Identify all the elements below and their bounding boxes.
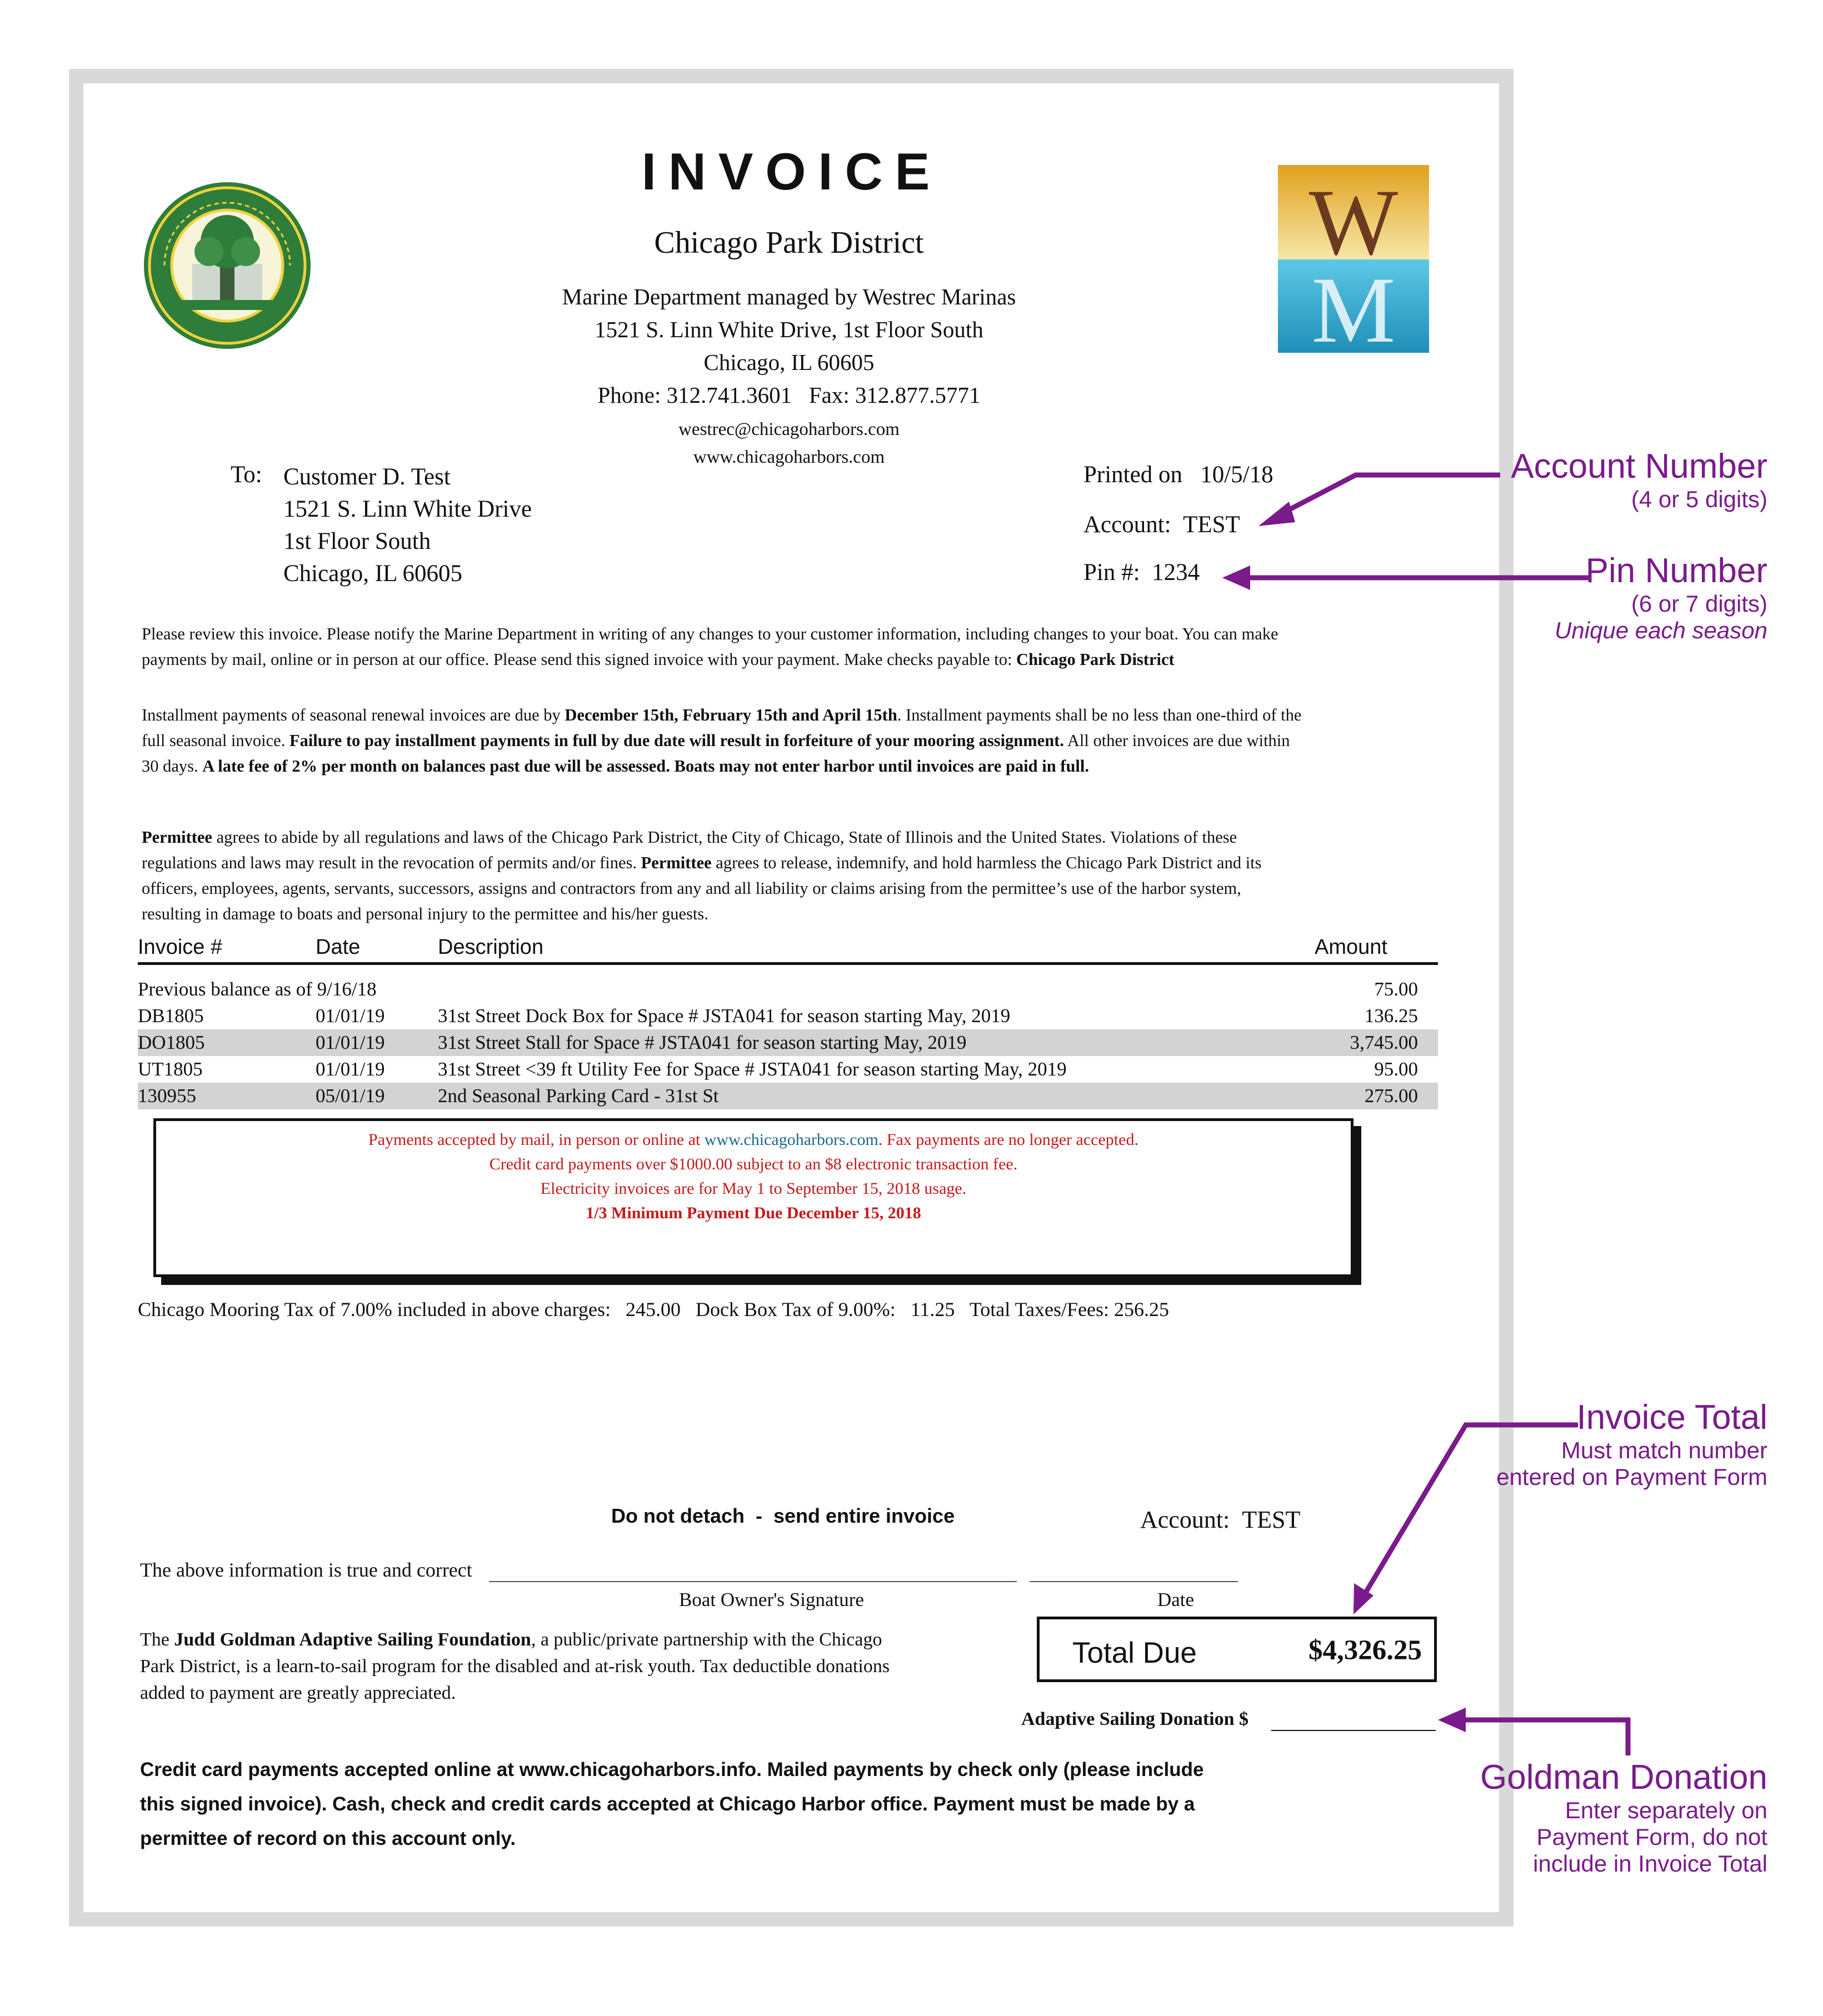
cell-amount: 95.00 xyxy=(1374,1058,1418,1080)
late-fee-warning: A late fee of 2% per month on balances past due will be assessed. Boats may not enter harbor until invoices are paid in full. xyxy=(202,757,1089,776)
installment-paragraph xyxy=(142,702,1303,779)
cell-description: 31st Street <39 ft Utility Fee for Space # JSTA041 for season starting May, 2019 xyxy=(438,1058,1067,1080)
svg-text:W: W xyxy=(1308,170,1399,274)
annotation-account xyxy=(1511,447,1767,513)
installment-text: All other invoices are due within 30 days. xyxy=(142,731,1290,776)
annotation-title: Account Number xyxy=(1511,447,1767,486)
recipient-floor: 1st Floor South xyxy=(283,528,431,554)
cell-amount: 136.25 xyxy=(1364,1005,1418,1027)
annotation-title: Invoice Total xyxy=(1576,1398,1767,1437)
donation-line[interactable] xyxy=(1271,1730,1436,1731)
cell-invoice: Previous balance as of 9/16/18 xyxy=(138,978,377,1000)
table-row xyxy=(138,1083,1438,1109)
account-label: Account: xyxy=(1083,512,1171,538)
total-due-label: Total Due xyxy=(1072,1637,1197,1669)
notice-line xyxy=(156,1128,1351,1152)
pin-label: Pin #: xyxy=(1083,559,1140,586)
pin-value: 1234 xyxy=(1152,559,1200,586)
email-link[interactable]: westrec@chicagoharbors.com xyxy=(678,419,900,439)
cell-amount: 3,745.00 xyxy=(1350,1032,1418,1053)
tax-summary: Chicago Mooring Tax of 7.00% included in above charges: 245.00 Dock Box Tax of 9.00%: 11.25 Total Taxes/Fees: 256.25 xyxy=(138,1298,1169,1320)
header-date: Date xyxy=(316,936,361,959)
printed-label: Printed on xyxy=(1083,462,1182,488)
goldman-text: The xyxy=(140,1629,174,1650)
cell-description: 31st Street Dock Box for Space # JSTA041 for season starting May, 2019 xyxy=(438,1005,1011,1027)
cell-amount: 275.00 xyxy=(1364,1085,1418,1107)
printed-value: 10/5/18 xyxy=(1200,462,1273,488)
installment-text: Installment payments of seasonal renewal invoices are due by xyxy=(142,706,565,724)
annotation-title: Goldman Donation xyxy=(1480,1758,1767,1797)
cell-invoice: 130955 xyxy=(138,1085,196,1107)
cell-description: 31st Street Stall for Space # JSTA041 for season starting May, 2019 xyxy=(438,1032,967,1053)
pin-number xyxy=(1083,559,1200,586)
annotation-sub: (4 or 5 digits) xyxy=(1631,486,1767,512)
account-value: TEST xyxy=(1242,1506,1301,1533)
permittee-text: agrees to release, indemnify, and hold harmless the Chicago Park District and its officers, employees, agents, servants, successors, assigns and contractors from any and all liability or claims arising from the permittee’s use of the harbor system, resulting in damage to boats and personal injury to the permittee and his/her guests. xyxy=(142,853,1262,923)
invoice-title: INVOICE xyxy=(641,142,942,201)
payee-name: Chicago Park District xyxy=(1016,650,1175,669)
goldman-text: , a public/private partnership with the Chicago Park District, is a learn-to-sail program for the disabled and at-risk youth. Tax deductible donations added to payment are greatly appreciated. xyxy=(140,1629,890,1703)
detach-notice: Do not detach - send entire invoice xyxy=(611,1504,955,1527)
annotation-sub: entered on Payment Form xyxy=(1496,1464,1767,1490)
donation-label: Adaptive Sailing Donation $ xyxy=(1021,1709,1249,1729)
cell-date: 01/01/19 xyxy=(316,1032,385,1053)
annotation-sub: include in Invoice Total xyxy=(1533,1850,1767,1877)
cell-date: 05/01/19 xyxy=(316,1085,385,1107)
phone-fax-line: Phone: 312.741.3601 Fax: 312.877.5771 xyxy=(597,382,981,408)
recipient-address xyxy=(283,461,532,590)
footer-account xyxy=(1140,1505,1300,1534)
header-invoice: Invoice # xyxy=(138,936,223,959)
organization-name: Chicago Park District xyxy=(654,226,924,260)
website-link[interactable]: www.chicagoharbors.com xyxy=(704,1130,878,1149)
date-label: Date xyxy=(1157,1589,1195,1610)
annotation-sub: Must match number xyxy=(1561,1437,1767,1463)
account-number xyxy=(1083,511,1240,538)
recipient-street: 1521 S. Linn White Drive xyxy=(283,496,532,522)
permittee-text: agrees to abide by all regulations and laws of the Chicago Park District, the City of Chicago, State of Illinois and the United States. Violations of these regulations and laws may result in the revocation of permits and/or fines. xyxy=(142,828,1237,872)
installment-text: . Installment payments shall be no less than one-third of the full seasonal invoice. xyxy=(142,706,1302,750)
annotation-title: Pin Number xyxy=(1585,552,1767,590)
table-row xyxy=(138,1056,1438,1083)
table-row xyxy=(138,1029,1438,1056)
credit-card-notice: Credit card payments accepted online at www.chicagoharbors.info. Mailed payments by check only (please include this signed invoice). Cash, check and credit cards accepted at Chicago Harbor office. Payment must be made by a permittee of record on this account only. xyxy=(140,1759,1204,1849)
forfeiture-warning: Failure to pay installment payments in full by due date will result in forfeiture of your mooring assignment. xyxy=(289,731,1064,750)
address-line: Chicago, IL 60605 xyxy=(703,349,875,375)
header-description: Description xyxy=(438,936,544,959)
recipient-name: Customer D. Test xyxy=(283,464,451,490)
annotation-sub: Payment Form, do not xyxy=(1536,1824,1767,1850)
notice-text: . Fax payments are no longer accepted. xyxy=(878,1130,1138,1149)
annotation-sub: (6 or 7 digits) xyxy=(1631,591,1767,617)
recipient-city: Chicago, IL 60605 xyxy=(283,561,463,587)
signature-statement: The above information is true and correct xyxy=(140,1559,472,1581)
westrec-marinas-logo xyxy=(1278,165,1429,353)
permittee-term: Permittee xyxy=(641,853,712,872)
account-value: TEST xyxy=(1183,512,1240,538)
cell-date: 01/01/19 xyxy=(316,1058,385,1080)
to-label: To: xyxy=(231,462,262,488)
signature-label: Boat Owner's Signature xyxy=(679,1589,864,1610)
header-amount: Amount xyxy=(1315,936,1387,959)
notice-line: Credit card payments over $1000.00 subject to an $8 electronic transaction fee. xyxy=(489,1155,1018,1173)
annotation-goldman-donation xyxy=(1480,1758,1767,1877)
cell-invoice: DO1805 xyxy=(138,1032,205,1053)
address-line: Marine Department managed by Westrec Marinas xyxy=(562,284,1016,309)
cell-invoice: UT1805 xyxy=(138,1058,203,1080)
website-link[interactable]: www.chicagoharbors.com xyxy=(693,447,885,467)
annotation-invoice-total xyxy=(1496,1398,1767,1490)
notice-line: Electricity invoices are for May 1 to September 15, 2018 usage. xyxy=(540,1179,967,1198)
permittee-term: Permittee xyxy=(142,828,212,847)
contact-info xyxy=(556,416,1022,471)
annotation-pin xyxy=(1555,552,1767,644)
due-dates: December 15th, February 15th and April 15th xyxy=(565,706,897,724)
permittee-paragraph xyxy=(142,824,1303,927)
cell-date: 01/01/19 xyxy=(316,1005,385,1027)
date-line[interactable] xyxy=(1030,1581,1238,1582)
notice-text: Payments accepted by mail, in person or online at xyxy=(368,1130,705,1149)
cell-description: 2nd Seasonal Parking Card - 31st St xyxy=(438,1085,719,1107)
goldman-foundation-paragraph xyxy=(140,1627,907,1707)
organization-address xyxy=(472,281,1106,412)
review-text: Please review this invoice. Please notify the Marine Department in writing of any changes to your customer information, including changes to your boat. You can make payments by mail, online or in person at our office. Please send this signed invoice with your payment. Make checks payable to: xyxy=(142,624,1278,669)
park-district-seal-logo xyxy=(142,181,312,351)
printed-date xyxy=(1083,461,1273,488)
account-label: Account: xyxy=(1140,1506,1230,1533)
cell-amount: 75.00 xyxy=(1374,978,1418,1000)
foundation-name: Judd Goldman Adaptive Sailing Foundation xyxy=(174,1629,531,1650)
table-header xyxy=(138,933,1438,965)
address-line: 1521 S. Linn White Drive, 1st Floor South xyxy=(595,317,983,342)
table-row xyxy=(138,976,1438,1003)
svg-text:M: M xyxy=(1311,258,1396,353)
annotation-sub: Enter separately on xyxy=(1565,1797,1767,1823)
annotation-note: Unique each season xyxy=(1555,617,1767,643)
payment-notice-box xyxy=(153,1118,1353,1277)
signature-line[interactable] xyxy=(489,1581,1017,1582)
table-row xyxy=(138,1003,1438,1029)
minimum-payment-notice: 1/3 Minimum Payment Due December 15, 2018 xyxy=(586,1204,921,1222)
review-paragraph xyxy=(142,621,1303,672)
invoice-table xyxy=(138,933,1438,1109)
cell-invoice: DB1805 xyxy=(138,1005,204,1027)
total-due-amount: $4,326.25 xyxy=(1308,1635,1422,1666)
